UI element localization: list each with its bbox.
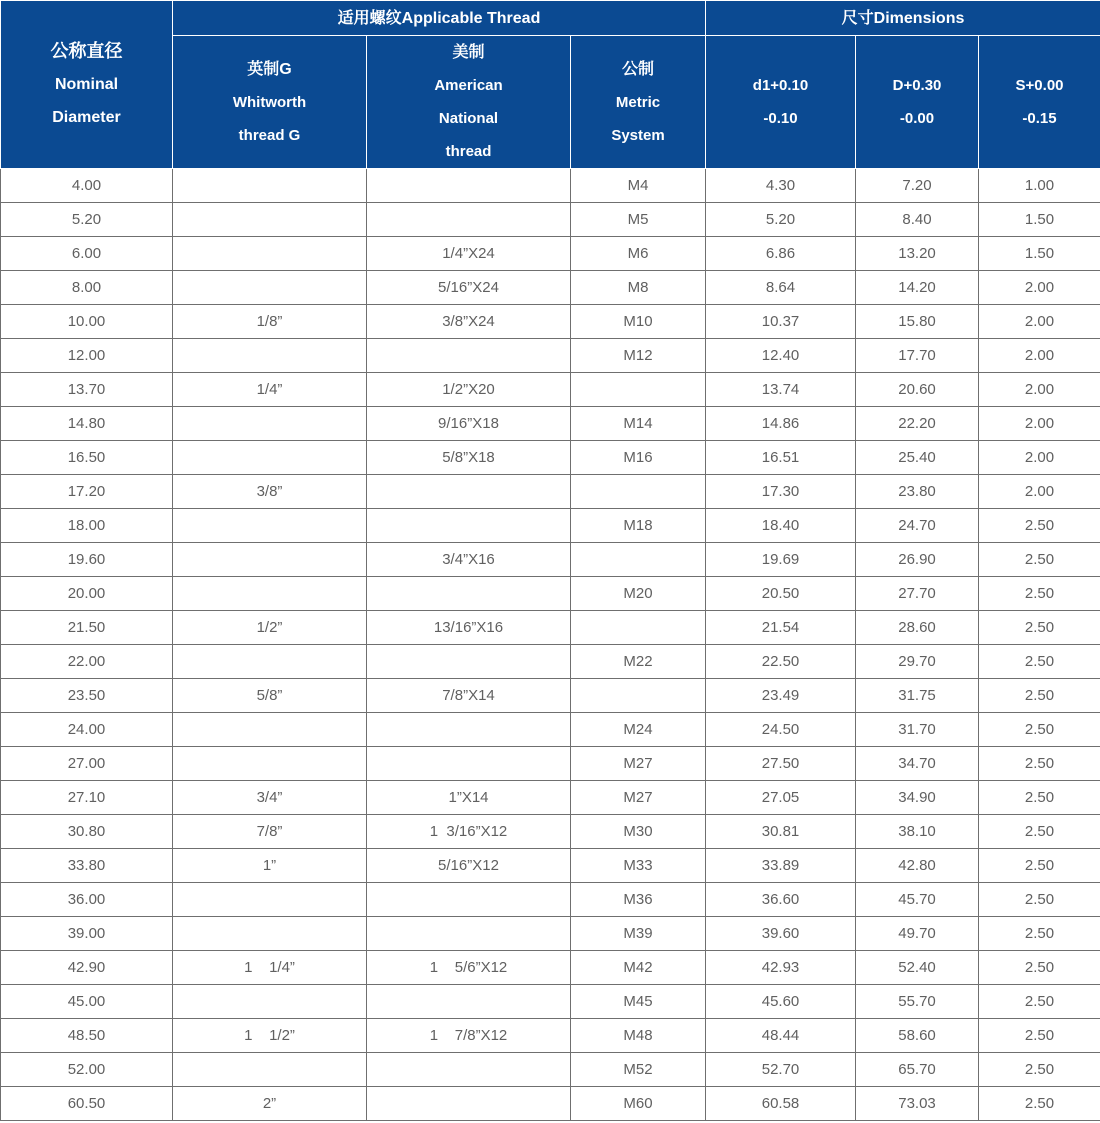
cell-S: 2.50 [979, 679, 1100, 713]
cell-metric-thread: M20 [571, 577, 706, 611]
table-row [1, 1087, 1100, 1121]
cell-whitworth-thread [173, 169, 367, 203]
cell-metric-thread: M5 [571, 203, 706, 237]
cell-metric-thread [571, 611, 706, 645]
cell-metric-thread: M6 [571, 237, 706, 271]
cell-nominal-diameter: 22.00 [1, 645, 173, 679]
cell-S: 2.50 [979, 1019, 1100, 1053]
table-row [1, 441, 1100, 475]
cell-american-thread: 1 5/6”X12 [367, 951, 571, 985]
cell-whitworth-thread [173, 441, 367, 475]
cell-metric-thread: M33 [571, 849, 706, 883]
cell-whitworth-thread: 1 1/4” [173, 951, 367, 985]
cell-D: 8.40 [856, 203, 979, 237]
cell-D: 15.80 [856, 305, 979, 339]
cell-american-thread: 7/8”X14 [367, 679, 571, 713]
cell-american-thread [367, 577, 571, 611]
cell-nominal-diameter: 42.90 [1, 951, 173, 985]
cell-american-thread [367, 713, 571, 747]
cell-nominal-diameter: 20.00 [1, 577, 173, 611]
header-whitworth-en1: Whitworth [232, 93, 307, 111]
table-row [1, 747, 1100, 781]
cell-whitworth-thread [173, 271, 367, 305]
cell-d1: 22.50 [706, 645, 856, 679]
cell-nominal-diameter: 21.50 [1, 611, 173, 645]
cell-whitworth-thread [173, 917, 367, 951]
cell-nominal-diameter: 27.10 [1, 781, 173, 815]
cell-metric-thread: M24 [571, 713, 706, 747]
table-row [1, 305, 1100, 339]
cell-whitworth-thread [173, 407, 367, 441]
cell-nominal-diameter: 13.70 [1, 373, 173, 407]
cell-nominal-diameter: 52.00 [1, 1053, 173, 1087]
cell-whitworth-thread [173, 509, 367, 543]
cell-whitworth-thread: 5/8” [173, 679, 367, 713]
cell-nominal-diameter: 4.00 [1, 169, 173, 203]
cell-S: 2.50 [979, 509, 1100, 543]
cell-S: 2.50 [979, 1087, 1100, 1121]
header-S [979, 36, 1100, 169]
cell-american-thread [367, 475, 571, 509]
cell-nominal-diameter: 19.60 [1, 543, 173, 577]
table-body [1, 169, 1100, 1121]
cell-S: 2.50 [979, 917, 1100, 951]
cell-nominal-diameter: 12.00 [1, 339, 173, 373]
cell-whitworth-thread [173, 543, 367, 577]
cell-american-thread [367, 645, 571, 679]
cell-d1: 16.51 [706, 441, 856, 475]
cell-d1: 21.54 [706, 611, 856, 645]
header-american-en2: National [438, 110, 499, 127]
cell-D: 14.20 [856, 271, 979, 305]
header-d1 [706, 36, 856, 169]
table-row [1, 679, 1100, 713]
cell-d1: 17.30 [706, 475, 856, 509]
cell-d1: 36.60 [706, 883, 856, 917]
header-american-en1: American [434, 77, 503, 94]
cell-D: 45.70 [856, 883, 979, 917]
cell-S: 2.50 [979, 781, 1100, 815]
cell-nominal-diameter: 39.00 [1, 917, 173, 951]
cell-metric-thread: M12 [571, 339, 706, 373]
cell-american-thread [367, 883, 571, 917]
cell-D: 55.70 [856, 985, 979, 1019]
cell-whitworth-thread [173, 645, 367, 679]
cell-american-thread [367, 169, 571, 203]
cell-metric-thread: M36 [571, 883, 706, 917]
cell-D: 52.40 [856, 951, 979, 985]
cell-d1: 52.70 [706, 1053, 856, 1087]
cell-D: 7.20 [856, 169, 979, 203]
cell-american-thread: 5/16”X24 [367, 271, 571, 305]
table-row [1, 713, 1100, 747]
table-row [1, 883, 1100, 917]
cell-S: 1.50 [979, 203, 1100, 237]
header-nominal-diameter [1, 1, 173, 169]
cell-metric-thread: M45 [571, 985, 706, 1019]
cell-nominal-diameter: 45.00 [1, 985, 173, 1019]
cell-american-thread: 1/4”X24 [367, 237, 571, 271]
cell-D: 58.60 [856, 1019, 979, 1053]
cell-D: 24.70 [856, 509, 979, 543]
cell-whitworth-thread [173, 203, 367, 237]
cell-metric-thread: M4 [571, 169, 706, 203]
cell-whitworth-thread: 7/8” [173, 815, 367, 849]
table-row [1, 339, 1100, 373]
cell-S: 1.50 [979, 237, 1100, 271]
cell-whitworth-thread [173, 883, 367, 917]
cell-american-thread [367, 1053, 571, 1087]
table-row [1, 951, 1100, 985]
cell-S: 1.00 [979, 169, 1100, 203]
header-nominal-cn: 公称直径 [50, 41, 123, 61]
cell-american-thread [367, 203, 571, 237]
table-row [1, 985, 1100, 1019]
cell-D: 20.60 [856, 373, 979, 407]
cell-d1: 24.50 [706, 713, 856, 747]
cell-american-thread [367, 985, 571, 1019]
cell-nominal-diameter: 24.00 [1, 713, 173, 747]
header-nominal-en1: Nominal [54, 76, 119, 93]
cell-d1: 8.64 [706, 271, 856, 305]
cell-d1: 20.50 [706, 577, 856, 611]
cell-D: 49.70 [856, 917, 979, 951]
table-row [1, 781, 1100, 815]
cell-D: 38.10 [856, 815, 979, 849]
header-D [856, 36, 979, 169]
header-dimensions: 尺寸Dimensions [706, 1, 1100, 36]
cell-S: 2.50 [979, 1053, 1100, 1087]
cell-D: 34.90 [856, 781, 979, 815]
header-S-tol-lower: -0.15 [1022, 110, 1057, 127]
header-american-cn: 美制 [452, 44, 485, 61]
table-row [1, 577, 1100, 611]
header-S-tol-upper: S+0.00 [1015, 77, 1064, 94]
header-whitworth-en2: thread G [238, 126, 301, 144]
header-american [367, 36, 571, 169]
cell-d1: 48.44 [706, 1019, 856, 1053]
header-d1-tol-upper: d1+0.10 [752, 77, 809, 94]
cell-whitworth-thread: 3/4” [173, 781, 367, 815]
cell-american-thread [367, 339, 571, 373]
cell-D: 13.20 [856, 237, 979, 271]
header-applicable-thread: 适用螺纹Applicable Thread [173, 1, 706, 36]
header-D-tol-lower: -0.00 [899, 110, 935, 127]
cell-S: 2.50 [979, 951, 1100, 985]
cell-d1: 12.40 [706, 339, 856, 373]
header-metric-en1: Metric [615, 93, 661, 111]
cell-american-thread [367, 1087, 571, 1121]
header-metric-cn: 公制 [622, 60, 655, 78]
cell-S: 2.50 [979, 883, 1100, 917]
cell-metric-thread: M39 [571, 917, 706, 951]
cell-nominal-diameter: 18.00 [1, 509, 173, 543]
cell-nominal-diameter: 6.00 [1, 237, 173, 271]
cell-d1: 42.93 [706, 951, 856, 985]
cell-metric-thread: M30 [571, 815, 706, 849]
cell-S: 2.00 [979, 305, 1100, 339]
cell-S: 2.50 [979, 849, 1100, 883]
cell-whitworth-thread: 1 1/2” [173, 1019, 367, 1053]
cell-d1: 5.20 [706, 203, 856, 237]
cell-whitworth-thread [173, 1053, 367, 1087]
cell-whitworth-thread [173, 237, 367, 271]
header-D-tol-upper: D+0.30 [892, 77, 942, 94]
cell-D: 25.40 [856, 441, 979, 475]
header-metric [571, 36, 706, 169]
cell-d1: 27.50 [706, 747, 856, 781]
cell-nominal-diameter: 48.50 [1, 1019, 173, 1053]
table-row [1, 237, 1100, 271]
cell-american-thread [367, 509, 571, 543]
table-row [1, 611, 1100, 645]
cell-whitworth-thread: 2” [173, 1087, 367, 1121]
header-whitworth [173, 36, 367, 169]
cell-nominal-diameter: 27.00 [1, 747, 173, 781]
cell-whitworth-thread [173, 985, 367, 1019]
cell-S: 2.00 [979, 339, 1100, 373]
cell-metric-thread: M27 [571, 747, 706, 781]
cell-d1: 60.58 [706, 1087, 856, 1121]
cell-D: 65.70 [856, 1053, 979, 1087]
cell-S: 2.00 [979, 407, 1100, 441]
cell-d1: 23.49 [706, 679, 856, 713]
table-row [1, 543, 1100, 577]
cell-american-thread: 3/4”X16 [367, 543, 571, 577]
table-row [1, 1053, 1100, 1087]
cell-D: 22.20 [856, 407, 979, 441]
header-metric-en2: System [611, 126, 665, 144]
cell-d1: 18.40 [706, 509, 856, 543]
cell-D: 28.60 [856, 611, 979, 645]
cell-nominal-diameter: 8.00 [1, 271, 173, 305]
table-row [1, 203, 1100, 237]
table-row [1, 475, 1100, 509]
cell-S: 2.50 [979, 543, 1100, 577]
cell-metric-thread: M22 [571, 645, 706, 679]
cell-d1: 27.05 [706, 781, 856, 815]
cell-american-thread: 1 7/8”X12 [367, 1019, 571, 1053]
cell-metric-thread: M18 [571, 509, 706, 543]
cell-metric-thread: M10 [571, 305, 706, 339]
cell-nominal-diameter: 10.00 [1, 305, 173, 339]
header-nominal-en2: Diameter [52, 109, 121, 126]
table-row [1, 407, 1100, 441]
cell-whitworth-thread [173, 747, 367, 781]
cell-S: 2.00 [979, 271, 1100, 305]
cell-metric-thread: M27 [571, 781, 706, 815]
cell-whitworth-thread: 1/4” [173, 373, 367, 407]
cell-metric-thread [571, 475, 706, 509]
table-header [1, 1, 1100, 169]
cell-D: 29.70 [856, 645, 979, 679]
cell-metric-thread [571, 373, 706, 407]
cell-american-thread: 5/16”X12 [367, 849, 571, 883]
cell-S: 2.50 [979, 645, 1100, 679]
cell-metric-thread: M60 [571, 1087, 706, 1121]
cell-d1: 19.69 [706, 543, 856, 577]
cell-american-thread [367, 747, 571, 781]
table-row [1, 271, 1100, 305]
cell-D: 34.70 [856, 747, 979, 781]
cell-nominal-diameter: 60.50 [1, 1087, 173, 1121]
cell-american-thread: 5/8”X18 [367, 441, 571, 475]
cell-d1: 13.74 [706, 373, 856, 407]
cell-S: 2.50 [979, 985, 1100, 1019]
table-row [1, 1019, 1100, 1053]
cell-nominal-diameter: 5.20 [1, 203, 173, 237]
cell-S: 2.00 [979, 441, 1100, 475]
cell-whitworth-thread: 1” [173, 849, 367, 883]
cell-whitworth-thread: 1/2” [173, 611, 367, 645]
cell-american-thread [367, 917, 571, 951]
cell-d1: 4.30 [706, 169, 856, 203]
cell-d1: 39.60 [706, 917, 856, 951]
table-row [1, 645, 1100, 679]
cell-american-thread: 1 3/16”X12 [367, 815, 571, 849]
cell-d1: 14.86 [706, 407, 856, 441]
cell-d1: 10.37 [706, 305, 856, 339]
cell-whitworth-thread [173, 339, 367, 373]
cell-d1: 30.81 [706, 815, 856, 849]
cell-american-thread: 1”X14 [367, 781, 571, 815]
cell-D: 42.80 [856, 849, 979, 883]
cell-whitworth-thread: 1/8” [173, 305, 367, 339]
table-row [1, 373, 1100, 407]
cell-d1: 33.89 [706, 849, 856, 883]
cell-metric-thread: M16 [571, 441, 706, 475]
table-row [1, 849, 1100, 883]
cell-metric-thread [571, 679, 706, 713]
cell-nominal-diameter: 33.80 [1, 849, 173, 883]
cell-nominal-diameter: 23.50 [1, 679, 173, 713]
cell-S: 2.50 [979, 815, 1100, 849]
cell-D: 27.70 [856, 577, 979, 611]
cell-whitworth-thread [173, 713, 367, 747]
header-row-groups [1, 1, 1100, 36]
cell-whitworth-thread [173, 577, 367, 611]
cell-nominal-diameter: 30.80 [1, 815, 173, 849]
cell-metric-thread: M8 [571, 271, 706, 305]
cell-S: 2.50 [979, 611, 1100, 645]
cell-nominal-diameter: 16.50 [1, 441, 173, 475]
cell-metric-thread: M14 [571, 407, 706, 441]
header-american-en3: thread [445, 143, 492, 160]
cell-D: 17.70 [856, 339, 979, 373]
cell-D: 31.70 [856, 713, 979, 747]
cell-S: 2.00 [979, 475, 1100, 509]
cell-whitworth-thread: 3/8” [173, 475, 367, 509]
cell-nominal-diameter: 36.00 [1, 883, 173, 917]
cell-american-thread: 3/8”X24 [367, 305, 571, 339]
cell-d1: 45.60 [706, 985, 856, 1019]
cell-metric-thread: M42 [571, 951, 706, 985]
cell-american-thread: 9/16”X18 [367, 407, 571, 441]
cell-d1: 6.86 [706, 237, 856, 271]
cell-D: 31.75 [856, 679, 979, 713]
cell-nominal-diameter: 17.20 [1, 475, 173, 509]
cell-nominal-diameter: 14.80 [1, 407, 173, 441]
cell-D: 26.90 [856, 543, 979, 577]
cell-S: 2.50 [979, 713, 1100, 747]
cell-S: 2.50 [979, 577, 1100, 611]
table-row [1, 169, 1100, 203]
header-whitworth-cn: 英制G [247, 60, 292, 78]
cell-S: 2.50 [979, 747, 1100, 781]
cell-metric-thread: M52 [571, 1053, 706, 1087]
cell-american-thread: 13/16”X16 [367, 611, 571, 645]
cell-D: 23.80 [856, 475, 979, 509]
header-d1-tol-lower: -0.10 [763, 110, 798, 127]
cell-metric-thread [571, 543, 706, 577]
table-row [1, 917, 1100, 951]
cell-american-thread: 1/2”X20 [367, 373, 571, 407]
cell-S: 2.00 [979, 373, 1100, 407]
cell-metric-thread: M48 [571, 1019, 706, 1053]
cell-D: 73.03 [856, 1087, 979, 1121]
table-row [1, 815, 1100, 849]
table-row [1, 509, 1100, 543]
